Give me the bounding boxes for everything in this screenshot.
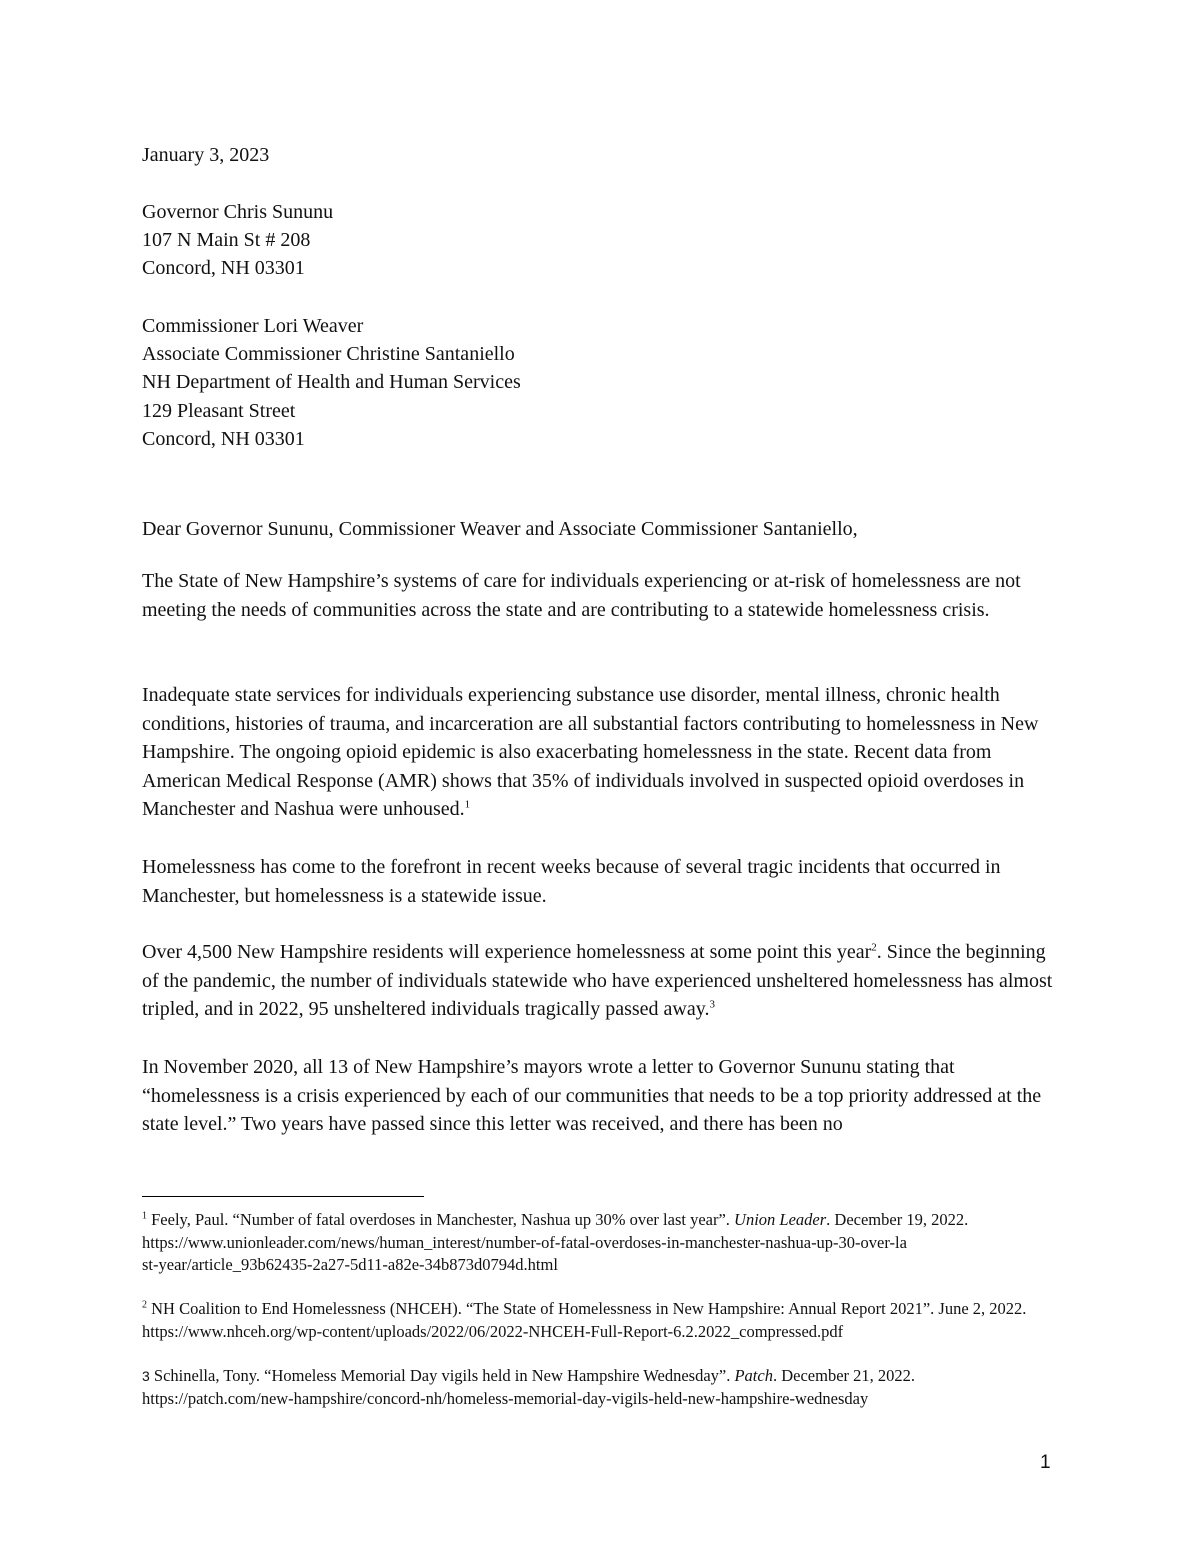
letter-date: January 3, 2023 — [142, 144, 270, 166]
salutation: Dear Governor Sununu, Commissioner Weaver and Associate Commissioner Santaniello, — [142, 518, 858, 540]
footnote-link[interactable]: https://www.unionleader.com/news/human_interest/number-of-fatal-overdoses-in-manchester-nashua-up-30-over-la — [142, 1232, 907, 1252]
body-paragraph-4: Over 4,500 New Hampshire residents will experience homelessness at some point this year$^2$. Since the beginning of the pandemic, the number of individuals statewide who have experienced unsheltered homelessness has almost tripled, and in 2022, 95 unsheltered individuals tragically passed away.$^3$ — [142, 941, 1053, 1020]
recipient-city: Concord, NH 03301 — [142, 257, 305, 279]
source-title: Union Leader — [734, 1210, 827, 1229]
recipient-address: 107 N Main St # 208 — [142, 229, 311, 251]
source-title: Patch — [734, 1366, 773, 1385]
footnote-link[interactable]: https://www.nhceh.org/wp-content/uploads/2022/06/2022-NHCEH-Full-Report-6.2.2022_compressed.pdf — [142, 1321, 844, 1341]
footnote-ref[interactable]: 3 — [709, 998, 715, 1011]
footnote-1: $^1$ Feely, Paul. “Number of fatal overdoses in Manchester, Nashua up 30% over last year”. Union Leader. December 19, 2022. https://www.unionleader.com/news/human_interest/number-of-fatal-overdoses-in-manchester-nashua-up-30-over-la st-year/article_93b62435-2a27-5d11-a82e-34b873d0794d.html — [142, 1210, 969, 1274]
footnote-3: 3 Schinella, Tony. “Homeless Memorial Day vigils held in New Hampshire Wednesday”. Patch. December 21, 2022. https://patch.com/new-hampshire/concord-nh/homeless-memorial-day-vigils-held-new-hampshire-wednesday — [142, 1366, 916, 1408]
footnote-2: $^2$ NH Coalition to End Homelessness (NHCEH). “The State of Homelessness in New Hampshire: Annual Report 2021”. June 2, 2022. https://www.nhceh.org/wp-content/uploads/2022/06/2022-NHCEH-Full-Report-6.2.2022_compressed.pdf — [142, 1299, 1027, 1341]
body-paragraph-1: The State of New Hampshire’s systems of care for individuals experiencing or at-risk of homelessness are not meeting the needs of communities across the state and are contributing to a statewide homelessness crisis. — [142, 570, 1021, 621]
page-number: 1 — [1040, 1452, 1051, 1473]
body-paragraph-5: In November 2020, all 13 of New Hampshire’s mayors wrote a letter to Governor Sununu stating that “homelessness is a crisis experienced by each of our communities that needs to be a top priority addressed at the state level.” Two years have passed since this letter was received, and there has been no — [142, 1056, 1042, 1135]
recipient-name: Commissioner Lori Weaver — [142, 315, 364, 337]
recipient-name: Governor Chris Sununu — [142, 201, 334, 223]
body-paragraph-3: Homelessness has come to the forefront in recent weeks because of several tragic incidents that occurred in Manchester, but homelessness is a statewide issue. — [142, 856, 1001, 907]
recipient-department: NH Department of Health and Human Services — [142, 371, 521, 393]
body-paragraph-2: Inadequate state services for individuals experiencing substance use disorder, mental illness, chronic health conditions, histories of trauma, and incarceration are all substantial factors contributing to homelessness in New Hampshire. The ongoing opioid epidemic is also exacerbating homelessness in the state. Recent data from American Medical Response (AMR) shows that 35% of individuals involved in suspected opioid overdoses in Manchester and Nashua were unhoused.$^1$ — [142, 684, 1039, 820]
recipient-city: Concord, NH 03301 — [142, 428, 305, 450]
footnote-link-continued[interactable]: st-year/article_93b62435-2a27-5d11-a82e-34b873d0794d.html — [142, 1255, 558, 1274]
recipient-address: 129 Pleasant Street — [142, 400, 296, 422]
footnote-divider — [142, 1196, 424, 1197]
footnote-ref[interactable]: 2 — [871, 941, 877, 954]
recipient-name-secondary: Associate Commissioner Christine Santaniello — [142, 343, 515, 365]
footnote-ref[interactable]: 1 — [464, 798, 471, 811]
